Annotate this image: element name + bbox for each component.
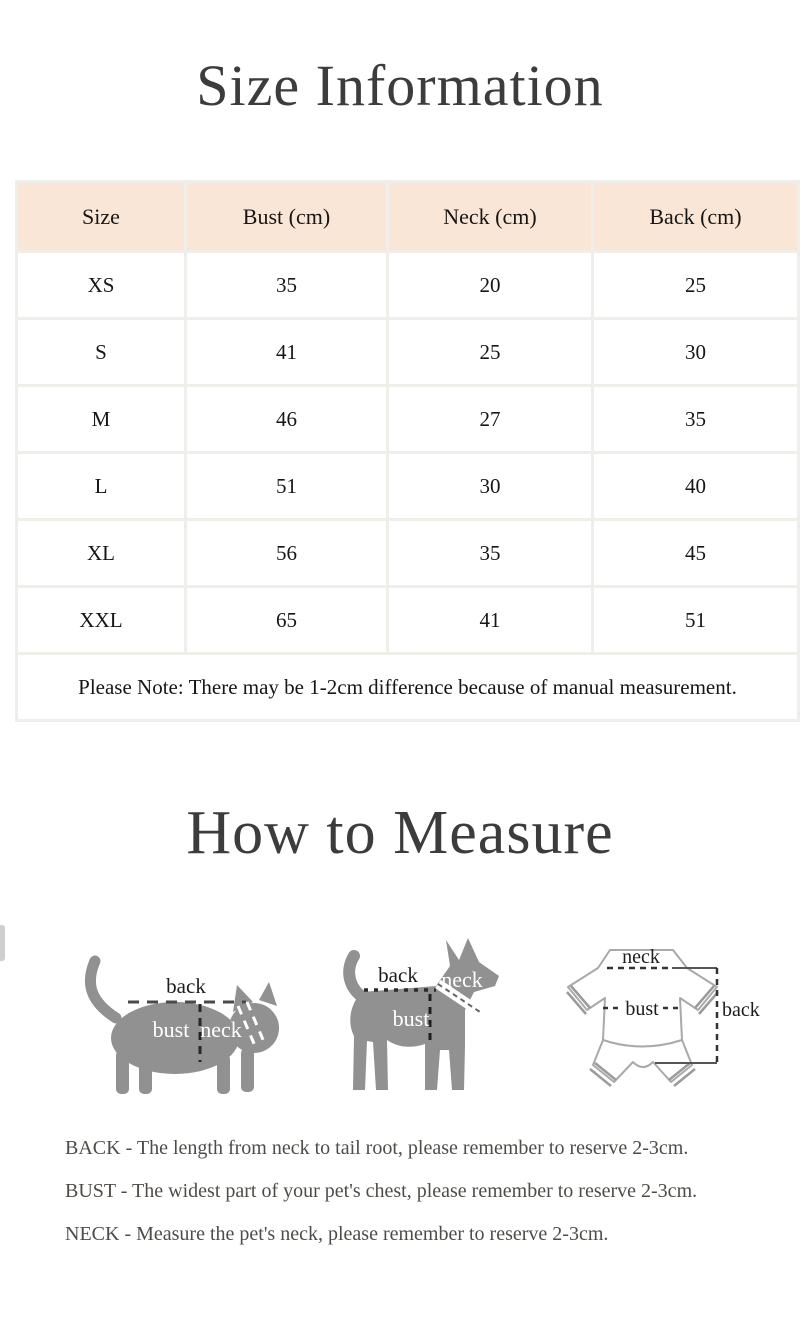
- cat-leg: [116, 1050, 129, 1094]
- cat-silhouette-diagram: [78, 940, 293, 1100]
- garment-neck-label: neck: [622, 946, 660, 968]
- table-row-xl: [17, 520, 799, 587]
- cell-bust: 46: [186, 386, 388, 453]
- cell-back: 45: [593, 520, 799, 587]
- cat-tail: [90, 961, 116, 1018]
- instruction-back: BACK - The length from neck to tail root, please remember to reserve 2-3cm.: [65, 1137, 689, 1159]
- measurement-note: Please Note: There may be 1-2cm difference because of manual measurement.: [17, 654, 799, 721]
- cell-bust: 35: [186, 252, 388, 319]
- cat-leg: [241, 1048, 254, 1092]
- cell-size: XL: [17, 520, 186, 587]
- table-row-s: [17, 319, 799, 386]
- cell-back: 30: [593, 319, 799, 386]
- cat-ear: [259, 982, 277, 1006]
- cell-size: M: [17, 386, 186, 453]
- cell-bust: 56: [186, 520, 388, 587]
- cell-bust: 51: [186, 453, 388, 520]
- table-row-l: [17, 453, 799, 520]
- note-row: [17, 654, 799, 721]
- cell-neck: 41: [388, 587, 593, 654]
- dog-silhouette-diagram: [340, 928, 515, 1100]
- cell-back: 51: [593, 587, 799, 654]
- table-row-xs: [17, 252, 799, 319]
- cell-neck: 20: [388, 252, 593, 319]
- dog-bust-label: bust: [392, 1006, 430, 1031]
- cell-bust: 41: [186, 319, 388, 386]
- column-header-back: Back (cm): [593, 182, 799, 252]
- size-section-title: Size Information: [196, 53, 604, 118]
- size-chart: [15, 180, 800, 722]
- cell-size: XXL: [17, 587, 186, 654]
- instruction-neck: NECK - Measure the pet's neck, please remember to reserve 2-3cm.: [65, 1223, 609, 1245]
- header-row: [17, 182, 799, 252]
- cell-neck: 30: [388, 453, 593, 520]
- column-header-neck: Neck (cm): [388, 182, 593, 252]
- garment-outline-diagram: [565, 935, 780, 1100]
- instruction-bust: BUST - The widest part of your pet's chest, please remember to reserve 2-3cm.: [65, 1180, 698, 1202]
- cat-leg: [217, 1054, 230, 1094]
- cell-size: L: [17, 453, 186, 520]
- cell-back: 25: [593, 252, 799, 319]
- dog-neck-label: neck: [441, 967, 483, 992]
- cat-back-label: back: [166, 974, 206, 998]
- cell-neck: 25: [388, 319, 593, 386]
- cat-leg: [139, 1056, 152, 1094]
- cat-neck-label: neck: [200, 1017, 242, 1042]
- measure-section-title: How to Measure: [186, 799, 614, 867]
- cell-back: 35: [593, 386, 799, 453]
- table-row-xxl: [17, 587, 799, 654]
- cat-bust-label: bust: [152, 1017, 190, 1042]
- cell-neck: 35: [388, 520, 593, 587]
- column-header-size: Size: [17, 182, 186, 252]
- table-row-m: [17, 386, 799, 453]
- cell-size: XS: [17, 252, 186, 319]
- dog-back-label: back: [378, 963, 418, 987]
- cell-bust: 65: [186, 587, 388, 654]
- garment-back-label: back: [722, 999, 760, 1021]
- column-header-bust: Bust (cm): [186, 182, 388, 252]
- cropped-image-edge: [0, 925, 5, 961]
- cell-back: 40: [593, 453, 799, 520]
- size-table: [15, 180, 800, 722]
- measure-instructions: [65, 1127, 785, 1256]
- cell-size: S: [17, 319, 186, 386]
- cell-neck: 27: [388, 386, 593, 453]
- garment-bust-label: bust: [625, 998, 659, 1020]
